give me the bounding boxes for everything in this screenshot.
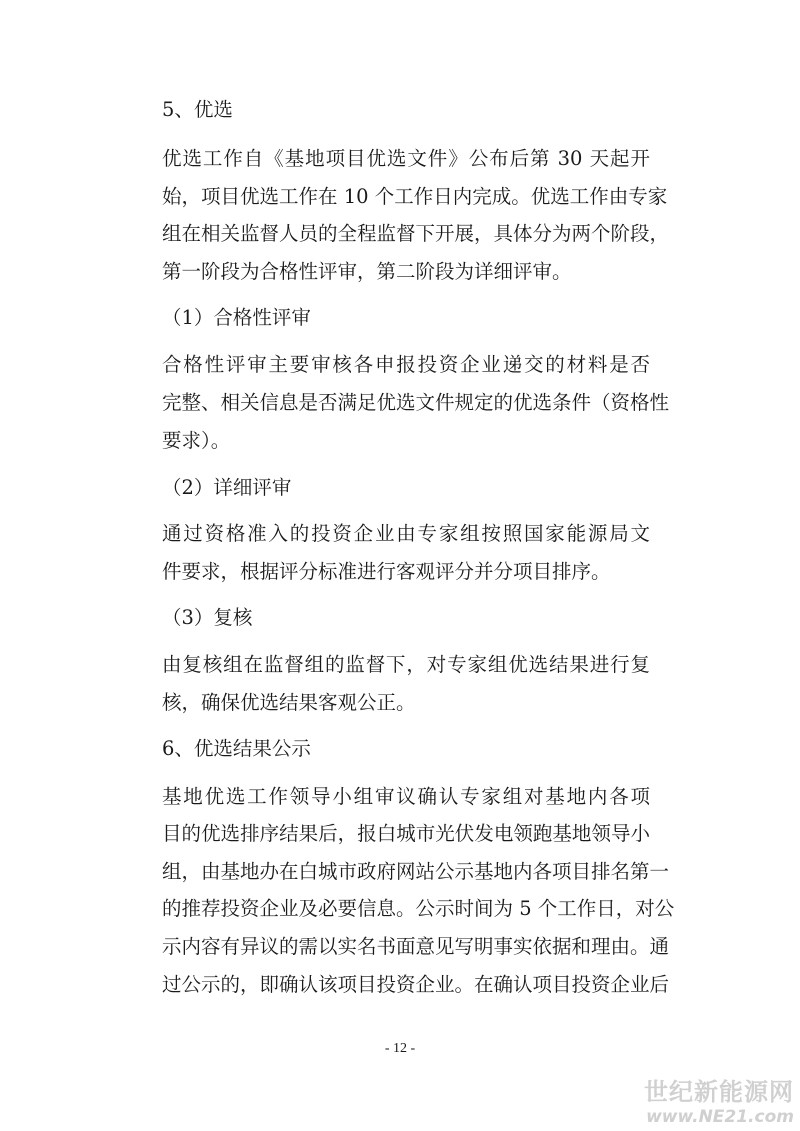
- paragraph-line: 通过资格准入的投资企业由专家组按照国家能源局文: [162, 522, 650, 545]
- paragraph-line: 目的优选排序结果后，报白城市光伏发电领跑基地领导小: [162, 822, 650, 845]
- paragraph-line: 由复核组在监督组的监督下，对专家组优选结果进行复: [162, 653, 650, 676]
- paragraph-line: 件要求，根据评分标准进行客观评分并分项目排序。: [162, 560, 611, 583]
- paragraph-line: 优选工作自《基地项目优选文件》公布后第 30 天起开: [162, 147, 650, 170]
- paragraph-line: 示内容有异议的需以实名书面意见写明事实依据和理由。通: [162, 935, 670, 958]
- paragraph-line: 核，确保优选结果客观公正。: [162, 691, 416, 714]
- watermark-title: 世纪新能源网: [644, 1078, 794, 1106]
- watermark-url: www.NE21.com: [646, 1107, 794, 1127]
- paragraph-line: 始，项目优选工作在 10 个工作日内完成。优选工作由专家: [162, 185, 668, 208]
- paragraph-line: 过公示的，即确认该项目投资企业。在确认项目投资企业后: [162, 973, 670, 996]
- paragraph-line: 完整、相关信息是否满足优选文件规定的优选条件（资格性: [162, 391, 670, 414]
- paragraph-line: 第一阶段为合格性评审，第二阶段为详细评审。: [162, 260, 572, 283]
- subsection-heading-2: （2）详细评审: [162, 476, 292, 499]
- section-heading-5: 5、优选: [162, 98, 233, 121]
- paragraph-line: 要求）。: [162, 429, 231, 452]
- subsection-heading-3: （3）复核: [162, 606, 253, 629]
- subsection-heading-1: （1）合格性评审: [162, 306, 311, 329]
- paragraph-line: 合格性评审主要审核各申报投资企业递交的材料是否: [162, 353, 650, 376]
- paragraph-line: 组，由基地办在白城市政府网站公示基地内各项目排名第一: [162, 860, 670, 883]
- site-watermark: [644, 1077, 794, 1127]
- paragraph-line: 组在相关监督人员的全程监督下开展，具体分为两个阶段，: [162, 222, 670, 245]
- page-number: - 12 -: [384, 1041, 416, 1056]
- paragraph-line: 的推荐投资企业及必要信息。公示时间为 5 个工作日，对公: [162, 897, 675, 920]
- section-heading-6: 6、优选结果公示: [162, 737, 311, 760]
- paragraph-line: 基地优选工作领导小组审议确认专家组对基地内各项: [162, 785, 650, 808]
